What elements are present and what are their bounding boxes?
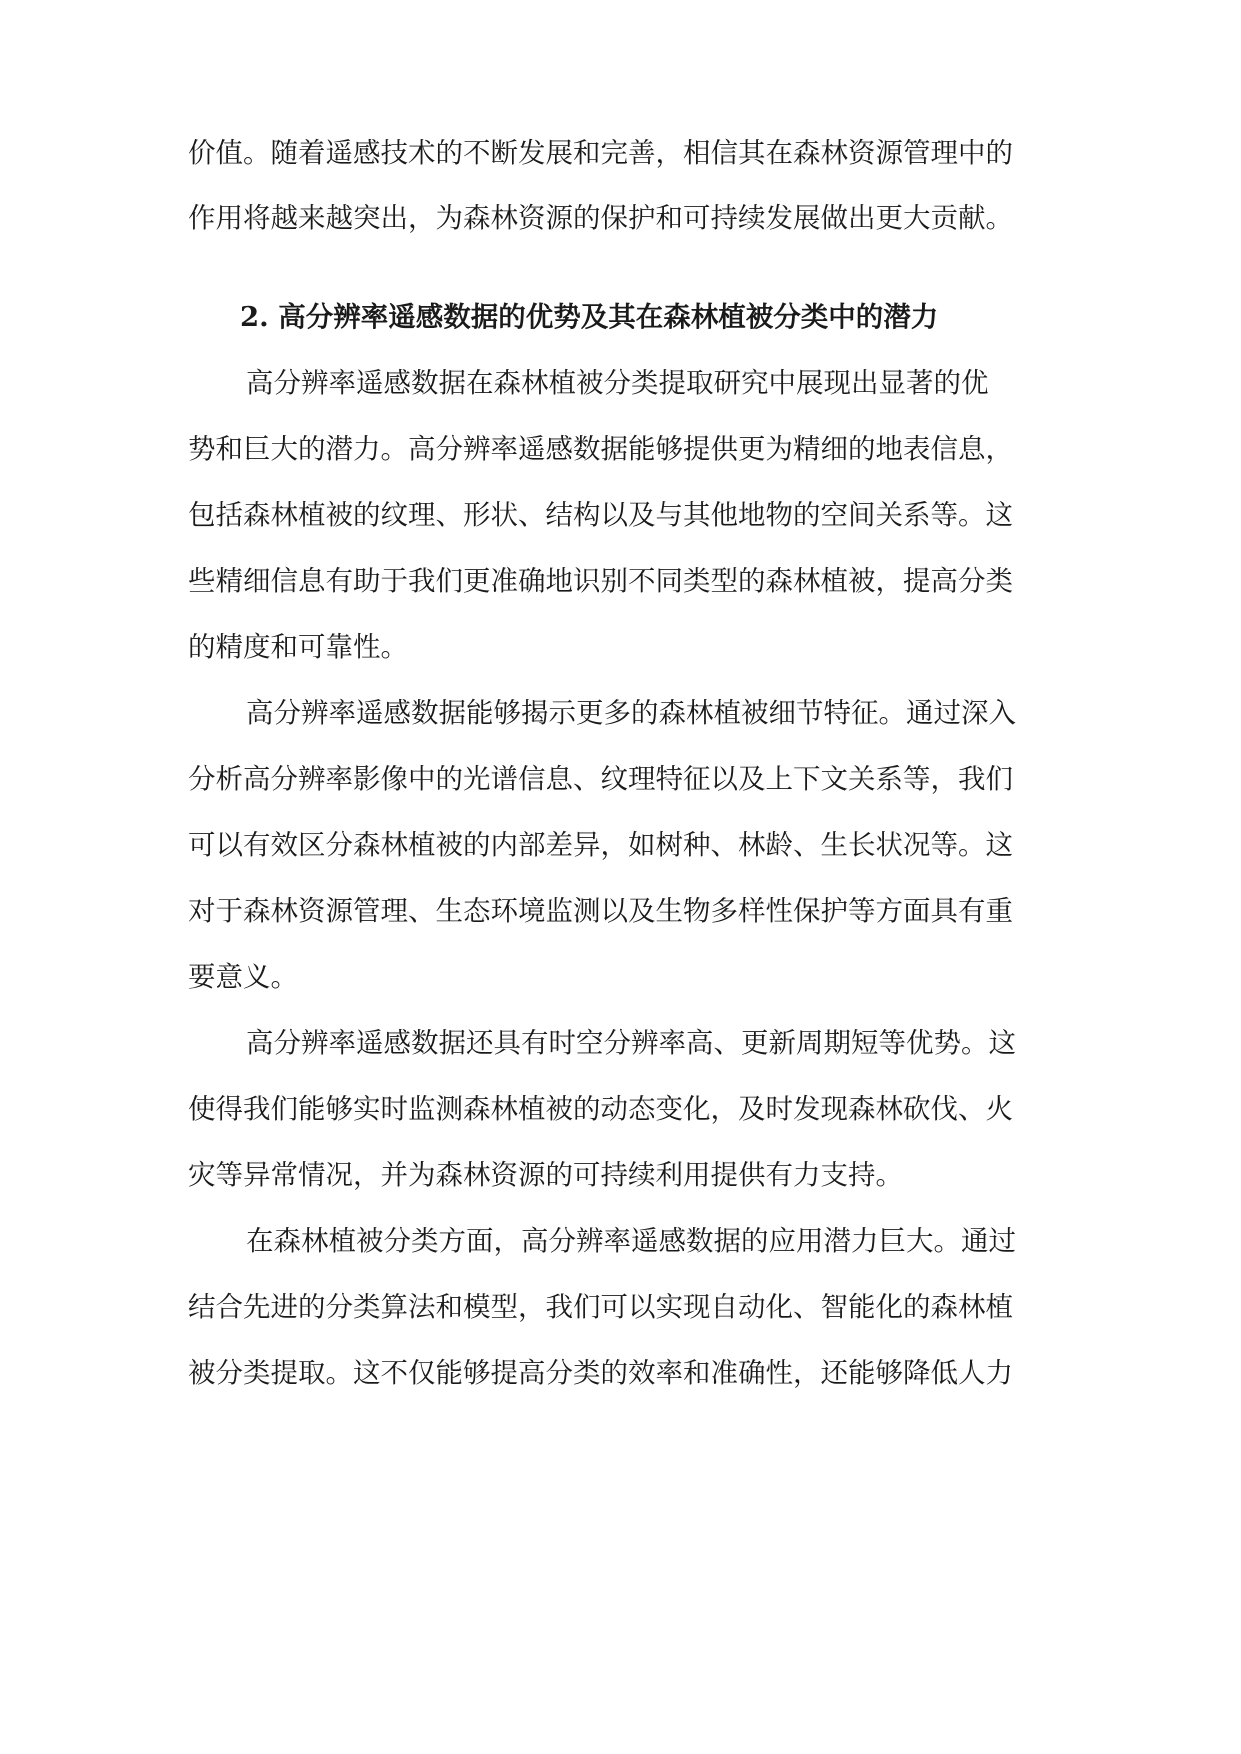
paragraph1-line-1: 高分辨率遥感数据在森林植被分类提取研究中展现出显著的优: [246, 367, 989, 399]
paragraph1-line-5: 的精度和可靠性。: [188, 631, 408, 663]
paragraph3-line-2: 使得我们能够实时监测森林植被的动态变化，及时发现森林砍伐、火: [188, 1093, 1013, 1125]
opening-line-1: 价值。随着遥感技术的不断发展和完善，相信其在森林资源管理中的: [188, 137, 1013, 169]
paragraph2-line-2: 分析高分辨率影像中的光谱信息、纹理特征以及上下文关系等，我们: [188, 763, 1013, 795]
paragraph1-line-2: 势和巨大的潜力。高分辨率遥感数据能够提供更为精细的地表信息，: [188, 433, 1013, 465]
paragraph3-line-3: 灾等异常情况，并为森林资源的可持续利用提供有力支持。: [188, 1159, 903, 1191]
paragraph2-line-3: 可以有效区分森林植被的内部差异，如树种、林龄、生长状况等。这: [188, 829, 1013, 861]
paragraph2-line-5: 要意义。: [188, 961, 298, 993]
paragraph2-line-4: 对于森林资源管理、生态环境监测以及生物多样性保护等方面具有重: [188, 895, 1013, 927]
paragraph1-line-3: 包括森林植被的纹理、形状、结构以及与其他地物的空间关系等。这: [188, 499, 1013, 531]
paragraph1-line-4: 些精细信息有助于我们更准确地识别不同类型的森林植被，提高分类: [188, 565, 1013, 597]
paragraph4-line-3: 被分类提取。这不仅能够提高分类的效率和准确性，还能够降低人力: [188, 1357, 1013, 1389]
paragraph3-line-1: 高分辨率遥感数据还具有时空分辨率高、更新周期短等优势。这: [246, 1027, 1016, 1059]
section-heading: 2. 高分辨率遥感数据的优势及其在森林植被分类中的潜力: [240, 301, 939, 333]
paragraph4-line-1: 在森林植被分类方面，高分辨率遥感数据的应用潜力巨大。通过: [246, 1225, 1016, 1257]
opening-line-2: 作用将越来越突出，为森林资源的保护和可持续发展做出更大贡献。: [188, 202, 1013, 234]
paragraph4-line-2: 结合先进的分类算法和模型，我们可以实现自动化、智能化的森林植: [188, 1291, 1013, 1323]
paragraph2-line-1: 高分辨率遥感数据能够揭示更多的森林植被细节特征。通过深入: [246, 697, 1016, 729]
